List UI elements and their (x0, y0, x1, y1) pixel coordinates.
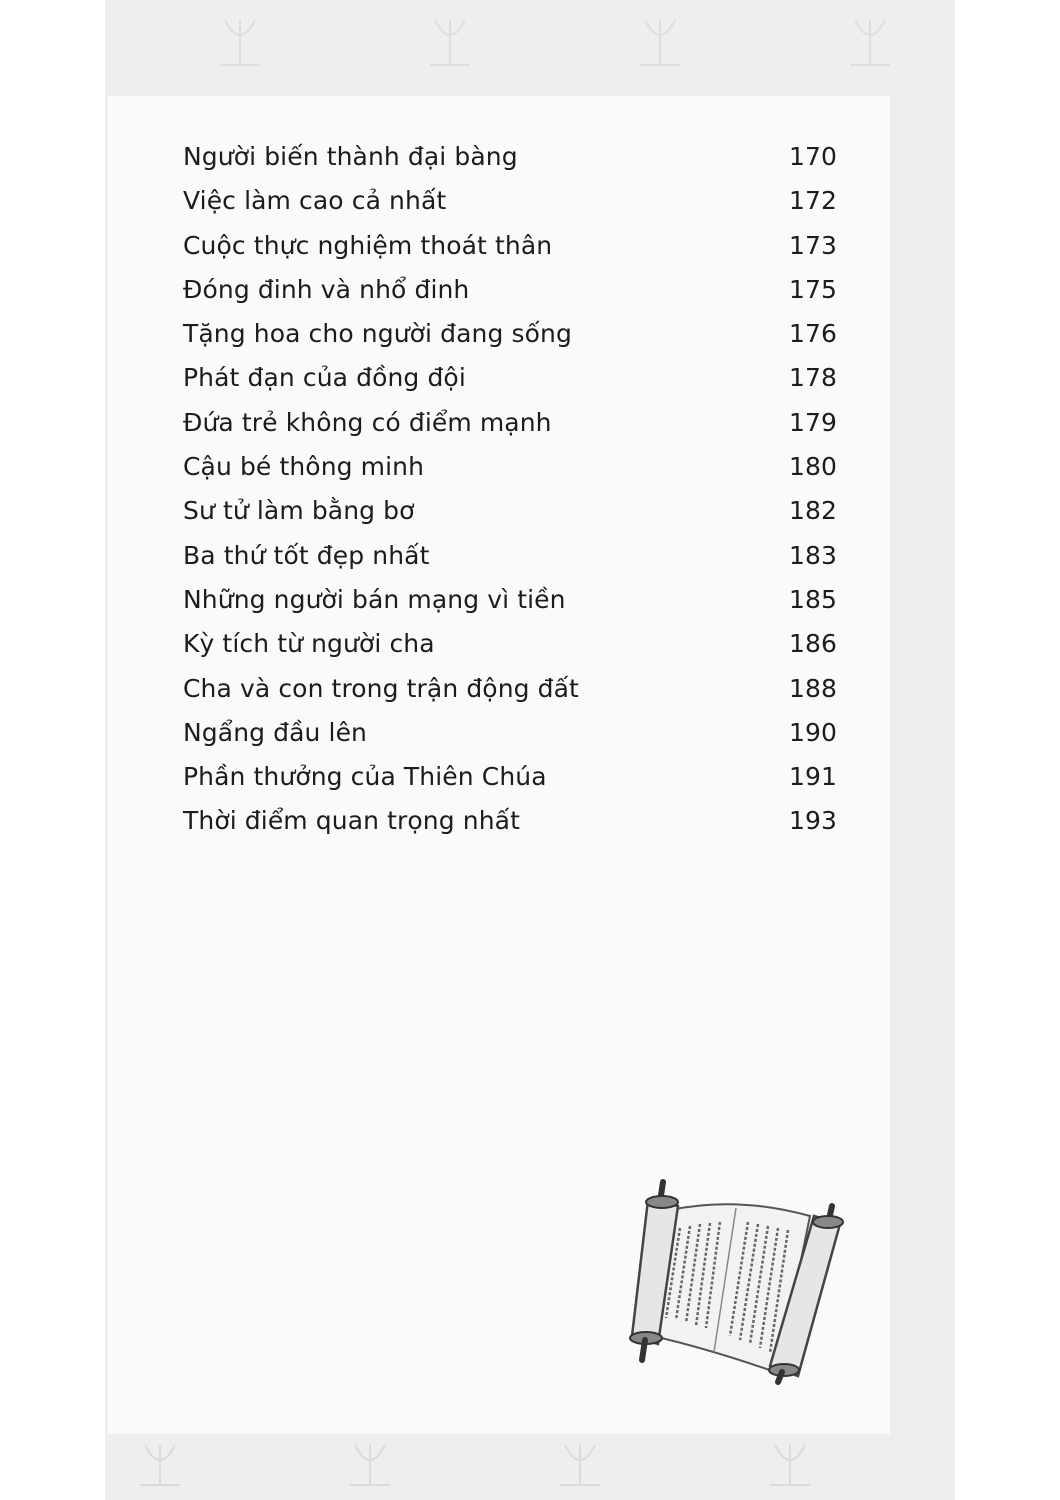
toc-entry (183, 585, 839, 629)
torah-scroll-icon (618, 1168, 858, 1388)
toc-entry-page: 173 (788, 230, 837, 260)
table-of-contents (183, 142, 839, 851)
toc-entry-page: 176 (788, 319, 837, 349)
toc-entry-title: Tặng hoa cho người đang sống (183, 319, 572, 349)
toc-entry (183, 142, 839, 186)
toc-entry-title: Cậu bé thông minh (183, 452, 425, 482)
toc-entry-page: 180 (788, 452, 837, 482)
toc-entry-title: Thời điểm quan trọng nhất (183, 806, 520, 836)
toc-entry-page: 182 (788, 496, 837, 526)
toc-entry-title: Ngẩng đầu lên (183, 717, 368, 747)
toc-entry-page: 188 (788, 673, 837, 703)
toc-entry-page: 178 (788, 363, 837, 393)
toc-entry-title: Đứa trẻ không có điểm mạnh (183, 407, 552, 437)
toc-entry (183, 762, 839, 806)
toc-entry (183, 408, 839, 452)
toc-entry-page: 193 (788, 806, 837, 836)
toc-entry-title: Ba thứ tốt đẹp nhất (183, 540, 430, 570)
toc-entry-title: Đóng đinh và nhổ đinh (183, 274, 470, 304)
toc-entry-page: 185 (788, 584, 837, 614)
toc-entry-page: 186 (788, 629, 837, 659)
toc-entry (183, 496, 839, 540)
toc-entry (183, 275, 839, 319)
toc-entry (183, 541, 839, 585)
toc-entry-page: 172 (788, 186, 837, 216)
toc-entry-page: 190 (788, 717, 837, 747)
toc-entry (183, 363, 839, 407)
toc-entry-title: Cha và con trong trận động đất (183, 673, 579, 703)
toc-entry (183, 231, 839, 275)
toc-entry-title: Cuộc thực nghiệm thoát thân (183, 230, 553, 260)
toc-entry-page: 183 (788, 540, 837, 570)
toc-entry (183, 674, 839, 718)
toc-entry-title: Người biến thành đại bàng (183, 142, 518, 171)
toc-entry (183, 186, 839, 230)
toc-entry-page: 179 (788, 407, 837, 437)
toc-entry (183, 718, 839, 762)
toc-entry-page: 175 (788, 274, 837, 304)
toc-entry-title: Những người bán mạng vì tiền (183, 584, 566, 614)
toc-entry (183, 629, 839, 673)
menorah-pattern-top (105, 0, 955, 100)
toc-entry (183, 452, 839, 496)
toc-entry-title: Sư tử làm bằng bơ (183, 496, 415, 526)
toc-entry-page: 191 (788, 762, 837, 792)
toc-entry-page: 170 (788, 142, 837, 171)
toc-entry-title: Việc làm cao cả nhất (183, 186, 447, 216)
toc-entry-title: Phát đạn của đồng đội (183, 363, 466, 393)
toc-entry-title: Kỳ tích từ người cha (183, 629, 435, 659)
toc-entry (183, 806, 839, 850)
toc-entry-title: Phần thưởng của Thiên Chúa (183, 762, 547, 792)
toc-entry (183, 319, 839, 363)
